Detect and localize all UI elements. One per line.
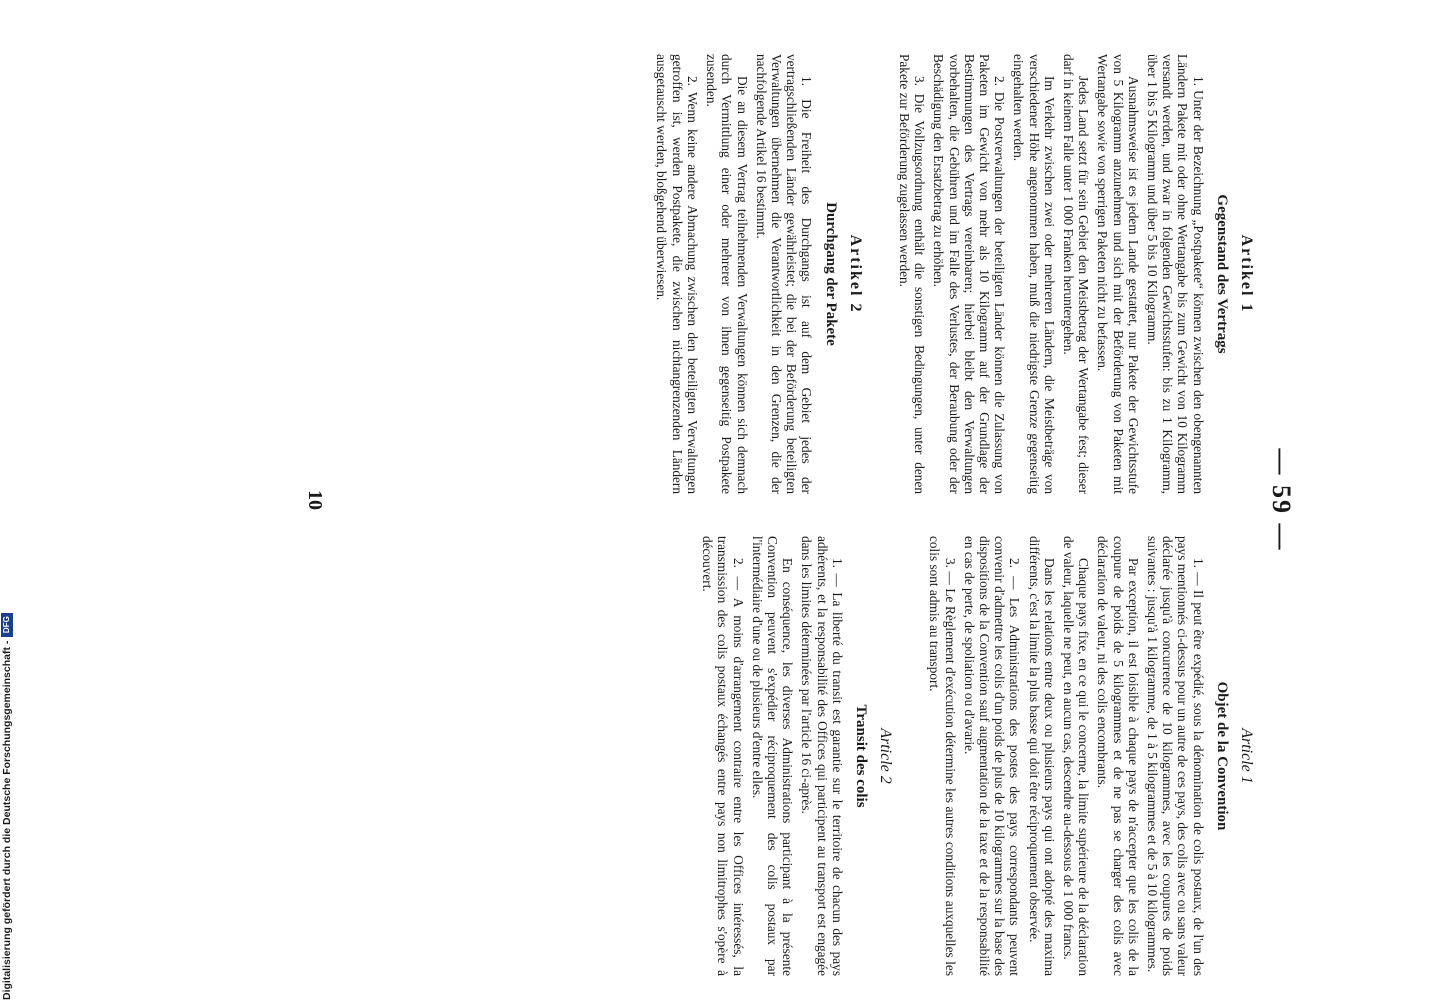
paragraph: 1. Unter der Bezeichnung „Postpakete“ können zwischen den obengenannten Ländern Pakete mit oder ohne Wertangabe bis zum Gewicht von 10 Kilogramm versandt werden, und zwar in folgenden Gewichtsstufen: bis zu 1 Kilogramm, über 1 bis 5 Kilogramm und über 5 bis 10 Kilogramm. xyxy=(1144,54,1206,494)
paragraph: Dans les relations entre deux ou plusieurs pays qui ont adopté des maxima différents, c'est la limite la plus basse qui doit être réciproquement observée. xyxy=(1026,536,1057,976)
paragraph: 2. — A moins d'arrangement contraire entre les Offices intéressés, la transmission des colis postaux échangés entre pays non limitrophes s'opère à découvert. xyxy=(700,536,746,976)
paragraph: Par exception, il est loisible à chaque pays de n'accepter que les colis de la coupure de poids de 5 kilogrammes et de ne pas se charger des colis avec déclaration de valeur, ni des colis encombrants. xyxy=(1095,536,1141,976)
dfg-logo: DFG xyxy=(1,613,13,637)
article-2-title-fr: Article 2 xyxy=(877,728,895,784)
paragraph: 1. — Il peut être expédié, sous la dénomination de colis postaux, de l'un des pays mentionnés ci-dessus pour un autre de ces pays, des colis avec ou sans valeur déclarée jusqu'à concurrence de 10 kilogrammes, avec les coupures de poids suivantes : jusqu'à 1 kilogramme, de 1 à 5 kilogrammes et de 5 à 10 kilogrammes. xyxy=(1144,536,1206,976)
german-column xyxy=(650,54,1254,494)
paragraph: 1. Die Freiheit des Durchgangs ist auf dem Gebiet jedes der vertragschließenden Länder gewährleistet; die bei der Beförderung beteiligten Verwaltungen übernehmen die Verantwortlichkeit in den Grenzen, die der nachfolgende Artikel 16 bestimmt. xyxy=(753,54,815,494)
paragraph: 1. — La liberté du transit est garantie sur le territoire de chacun des pays adhérents, et la responsabilité des Offices qui participent au transport est engagée dans les limites déterminées par l'article 16 ci-après. xyxy=(799,536,845,976)
article-2-title-de: Artikel 2 xyxy=(846,234,864,314)
paragraph: Die an diesem Vertrag teilnehmenden Verwaltungen können sich demnach durch Vermittlung einer oder mehrerer von ihnen gegenseitig Postpakete zusenden. xyxy=(704,54,750,494)
paragraph: 3. — Le Règlement d'exécution détermine les autres conditions auxquelles les colis sont admis au transport. xyxy=(927,536,958,976)
page-number: — 59 — xyxy=(1267,448,1296,552)
paragraph: Im Verkehr zwischen zwei oder mehreren Ländern, die Meistbeträge von verschiedener Höhe angenommen haben, muß die niedrigste Grenze gegenseitig eingehalten werden. xyxy=(1011,54,1057,494)
french-column xyxy=(696,536,1254,976)
credit-text: Digitalisierung gefördert durch die Deutsche Forschungsgemeinschaft - xyxy=(1,640,13,1000)
paragraph: 2. — Les Administrations des postes des pays correspondants peuvent convenir d'admettre les colis d'un poids de plus de 10 kilogrammes sur la base des dispositions de la Convention sauf augmentation de la taxe et de la responsabilité en cas de perte, de spoliation ou d'avarie. xyxy=(961,536,1023,976)
article-1-heading-fr: Objet de la Convention xyxy=(1213,681,1230,831)
paragraph: Chaque pays fixe, en ce qui le concerne, la limite supérieure de la déclaration de valeur, laquelle ne peut, en aucun cas, descendre au-dessous de 1 000 francs. xyxy=(1060,536,1092,976)
article-1-title-de: Artikel 1 xyxy=(1238,234,1255,314)
article-2-heading-de: Durchgang der Pakete xyxy=(822,202,839,346)
footer-number: 10 xyxy=(304,490,326,510)
article-1-heading-de: Gegenstand des Vertrags xyxy=(1213,194,1230,354)
paragraph: Ausnahmsweise ist es jedem Lande gestattet, nur Pakete der Gewichtsstufe von 5 Kilogramm anzunehmen und sich mit der Beförderung von Paketen mit Wertangabe sowie von sperrigen Paketen nicht zu befassen. xyxy=(1095,54,1141,494)
paragraph: Jedes Land setzt für sein Gebiet den Meistbetrag der Wertangabe fest; dieser darf in keinem Falle unter 1 000 Franken heruntergehen. xyxy=(1060,54,1092,494)
article-2-heading-fr: Transit des colis xyxy=(852,704,869,808)
paragraph: En conséquence, les diverses Administrations participant à la présente Convention peuvent s'expédier réciproquement des colis postaux par l'intermédiaire d'une ou de plusieurs d'entre elles. xyxy=(749,536,796,976)
paragraph: 3. Die Vollzugsordnung enthält die sonstigen Bedingungen, unter denen Pakete zur Beförderung zugelassen werden. xyxy=(896,54,928,494)
digitization-credit xyxy=(0,600,14,1000)
paragraph: 2. Wenn keine andere Abmachung zwischen den beteiligten Verwaltungen getroffen ist, werden Postpakete, die zwischen nichtangrenzenden Ländern ausgetauscht werden, bloßgehend überwiesen. xyxy=(654,54,700,494)
paragraph: 2. Die Postverwaltungen der beteiligten Länder können die Zulassung von Paketen im Gewicht von mehr als 10 Kilogramm auf der Grundlage der Bestimmungen des Vertrags vereinbaren; hierbei bleibt den Verwaltungen vorbehalten, die Gebühren und im Falle des Verlustes, der Beraubung oder der Beschädigung den Ersatzbetrag zu erhöhen. xyxy=(931,54,1008,494)
article-1-title-fr: Article 1 xyxy=(1238,728,1255,784)
